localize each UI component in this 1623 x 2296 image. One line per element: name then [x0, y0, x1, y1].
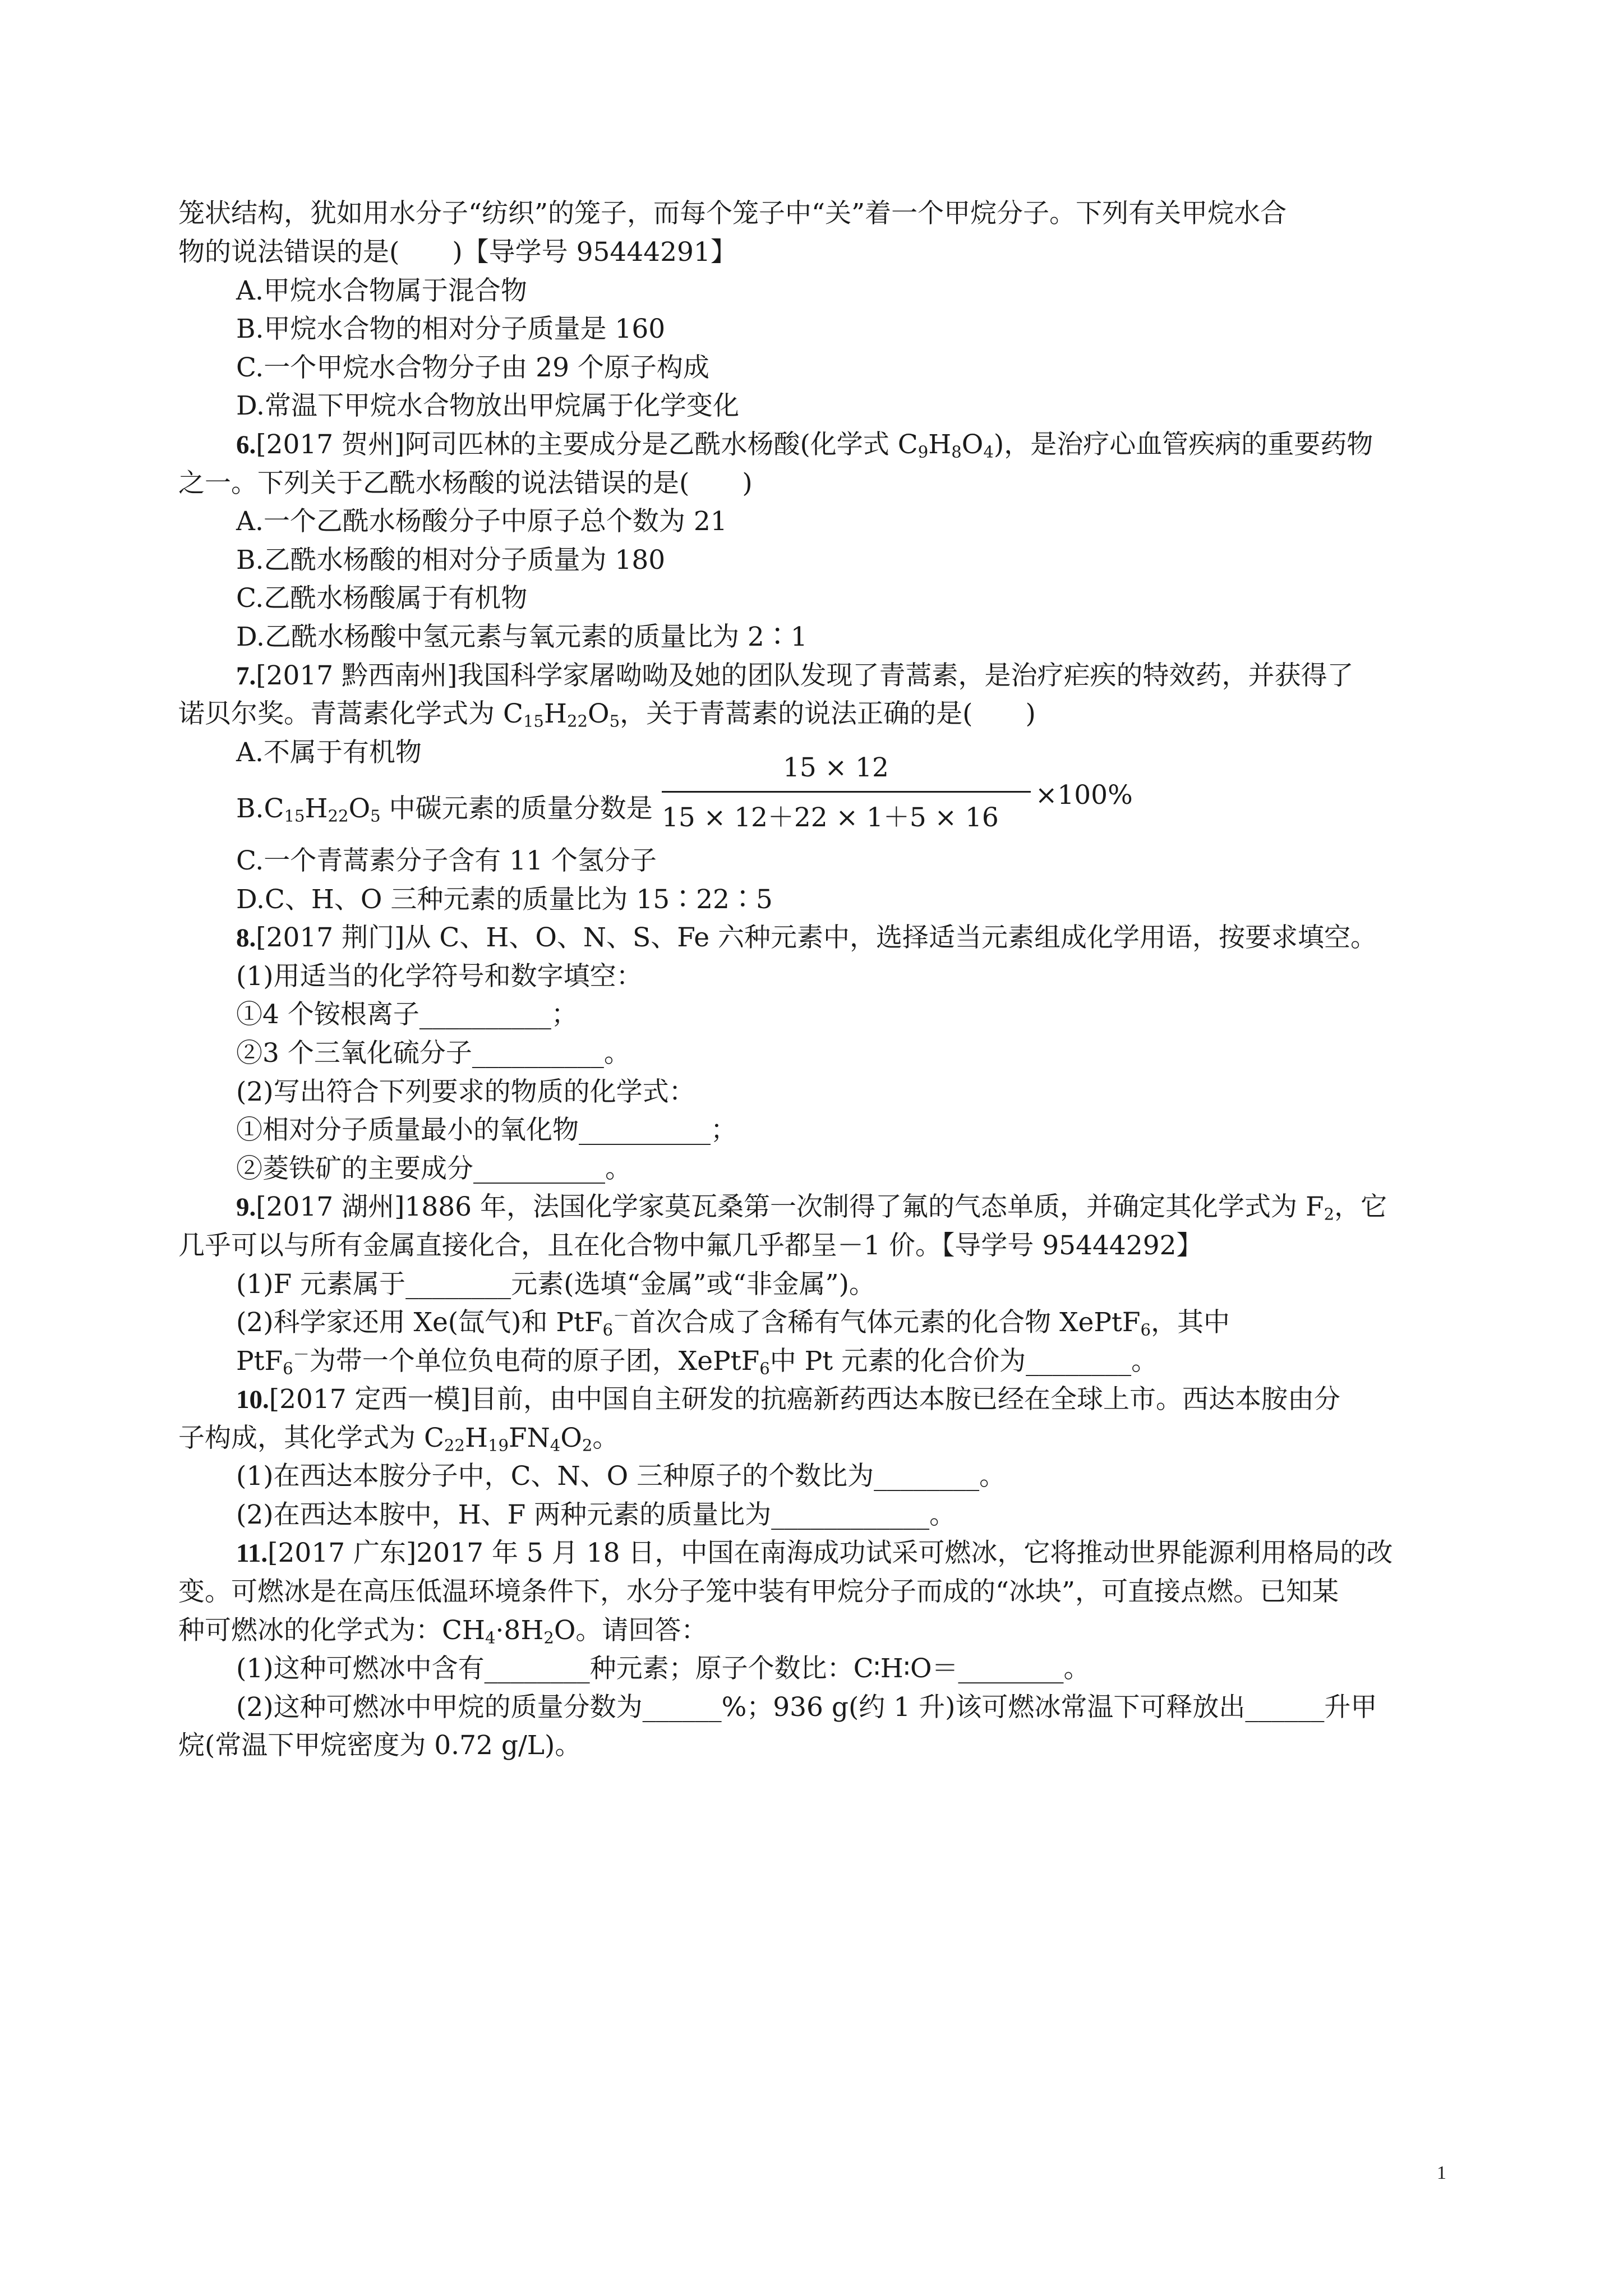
q7-stem-line2: 诺贝尔奖。青蒿素化学式为 $C_{15}H_{22}O_5$，关于青蒿素的说法正确的是( ): [178, 698, 1036, 731]
q7-fraction-suffix: ×100%: [1035, 780, 1133, 811]
q8-number: 8.: [236, 923, 256, 953]
q11-number: 11.: [236, 1539, 268, 1568]
q5-option-c: C.一个甲烷水合物分子由 29 个原子构成: [236, 352, 709, 383]
q11-part2-line1: (2)这种可燃冰中甲烷的质量分数为______%；936 g(约 1 升)该可燃冰常温下可释放出______升甲: [236, 1692, 1377, 1723]
q7-option-d: D.C、H、O 三种元素的质量比为 15∶22∶5: [236, 884, 773, 915]
q5-option-a: A.甲烷水合物属于混合物: [236, 275, 527, 306]
q11-part2-line2: 烷(常温下甲烷密度为 0.72 g/L)。: [178, 1730, 582, 1761]
q8-part2a: ①相对分子质量最小的氧化物__________；: [236, 1115, 737, 1145]
q8-part2: (2)写出符合下列要求的物质的化学式：: [236, 1076, 695, 1107]
q8-part1a: ①4 个铵根离子__________；: [236, 999, 578, 1030]
q7-fraction-numerator: 15 × 12: [783, 752, 889, 783]
q9-part2-line1: (2)科学家还用 Xe(氙气)和 PtF$_6$－首次合成了含稀有气体元素的化合物 XePtF$_6$，其中: [236, 1306, 1230, 1340]
q5-stem-line1: 笼状结构，犹如用水分子“纺织”的笼子，而每个笼子中“关”着一个甲烷分子。下列有关甲烷水合: [178, 198, 1287, 229]
q7-stem-line1: 7.[2017 黔西南州]我国科学家屠呦呦及她的团队发现了青蒿素，是治疗疟疾的特效药，并获得了: [236, 660, 1354, 691]
q8-part1: (1)用适当的化学符号和数字填空：: [236, 961, 643, 992]
q11-stem-line1: 11.[2017 广东]2017 年 5 月 18 日，中国在南海成功试采可燃冰，它将推动世界能源利用格局的改: [236, 1538, 1393, 1568]
q10-number: 10.: [236, 1385, 269, 1414]
q6-option-b: B.乙酰水杨酸的相对分子质量为 180: [236, 545, 666, 576]
q10-stem-line2: 子构成，其化学式为 $C_{22}H_{19}FN_4O_2$。: [178, 1423, 619, 1455]
q11-stem-line2: 变。可燃冰是在高压低温环境条件下，水分子笼中装有甲烷分子而成的“冰块”，可直接点燃。已知某: [178, 1576, 1339, 1607]
q6-option-c: C.乙酰水杨酸属于有机物: [236, 583, 528, 614]
q6-stem-line2: 之一。下列关于乙酰水杨酸的说法错误的是( ): [178, 468, 753, 499]
q9-stem-line2: 几乎可以与所有金属直接化合，且在化合物中氟几乎都呈－1 价。【导学号 95444292】: [178, 1230, 1203, 1261]
q5-option-d: D.常温下甲烷水合物放出甲烷属于化学变化: [236, 390, 739, 421]
q7-option-a: A.不属于有机物: [236, 737, 422, 768]
q11-stem-line3: 种可燃冰的化学式为：$CH_4\cdot 8H_2O$。请回答：: [178, 1615, 708, 1648]
q5-stem-line2: 物的说法错误的是( )【导学号 95444291】: [178, 237, 737, 268]
q8-part1b: ②3 个三氧化硫分子__________。: [236, 1038, 630, 1069]
q9-number: 9.: [236, 1193, 256, 1222]
q11-part1: (1)这种可燃冰中含有________种元素；原子个数比：C∶H∶O＝________。: [236, 1653, 1090, 1684]
q6-option-a: A.一个乙酰水杨酸分子中原子总个数为 21: [236, 506, 727, 537]
page-number: 1: [1437, 2162, 1446, 2183]
q7-option-c: C.一个青蒿素分子含有 11 个氢分子: [236, 845, 657, 876]
q9-stem-line1: 9.[2017 湖州]1886 年，法国化学家莫瓦桑第一次制得了氟的气态单质，并确定其化学式为 $F_2$，它: [236, 1191, 1387, 1224]
q10-part2: (2)在西达本胺中，H、F 两种元素的质量比为____________。: [236, 1499, 956, 1530]
q7-option-b: $B.C_{15}H_{22}O_5$ 中碳元素的质量分数是: [236, 793, 653, 826]
q6-number: 6.: [236, 430, 256, 459]
q8-stem: 8.[2017 荆门]从 C、H、O、N、S、Fe 六种元素中，选择适当元素组成化学用语，按要求填空。: [236, 922, 1377, 953]
q5-option-b: B.甲烷水合物的相对分子质量是 160: [236, 314, 666, 344]
q9-part2-line2: PtF$_6$－为带一个单位负电荷的原子团，XePtF$_6$中 Pt 元素的化合价为________。: [236, 1345, 1158, 1378]
q9-part1: (1)F 元素属于________元素(选填“金属”或“非金属”)。: [236, 1269, 875, 1300]
q6-stem-line1: 6.[2017 贺州]阿司匹林的主要成分是乙酰水杨酸(化学式 $C_9H_8O_4$)，是治疗心血管疾病的重要药物: [236, 429, 1373, 462]
q8-part2b: ②菱铁矿的主要成分__________。: [236, 1153, 631, 1184]
q10-stem-line1: 10.[2017 定西一模]目前，由中国自主研发的抗癌新药西达本胺已经在全球上市。西达本胺由分: [236, 1384, 1340, 1415]
q6-option-d: D.乙酰水杨酸中氢元素与氧元素的质量比为 2∶1: [236, 622, 808, 652]
q7-fraction-bar: [662, 791, 1031, 793]
q10-part1: (1)在西达本胺分子中，C、N、O 三种原子的个数比为________。: [236, 1461, 1006, 1492]
q7-number: 7.: [236, 661, 256, 691]
q7-fraction-denominator: 15 × 12＋22 × 1＋5 × 16: [662, 802, 999, 833]
